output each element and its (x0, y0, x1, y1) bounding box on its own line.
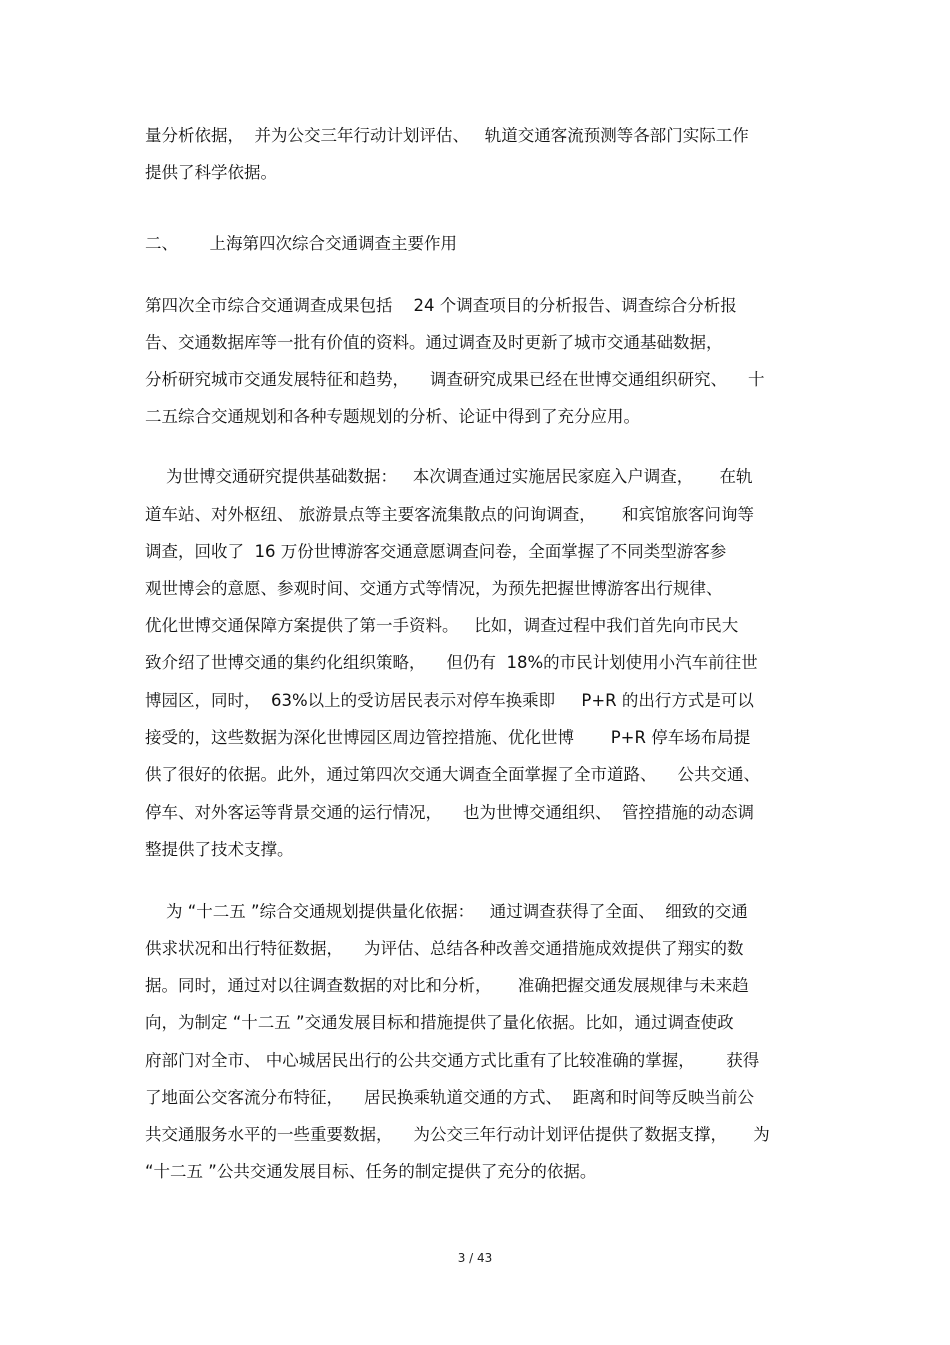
paragraph-3-line-2: 道车站、对外枢纽、 旅游景点等主要客流集散点的问询调查， 和宾馆旅客问询等 (145, 505, 754, 524)
paragraph-3-line-7: 博园区，同时， 63%以上的受访居民表示对停车换乘即 P+R 的出行方式是可以 (145, 691, 754, 710)
paragraph-2-line-2: 告、交通数据库等一批有价值的资料。通过调查及时更新了城市交通基础数据， (145, 333, 723, 352)
page-number: 3 / 43 (457, 1251, 493, 1265)
section-heading: 二、 上海第四次综合交通调查主要作用 (145, 234, 457, 253)
paragraph-3-line-4: 观世博会的意愿、参观时间、交通方式等情况，为预先把握世博游客出行规律、 (145, 579, 723, 598)
paragraph-4-line-8: “十二五 ”公共交通发展目标、任务的制定提供了充分的依据。 (145, 1162, 597, 1181)
paragraph-3-line-11: 整提供了技术支撑。 (145, 840, 294, 859)
paragraph-3-line-5: 优化世博交通保障方案提供了第一手资料。 比如，调查过程中我们首先向市民大 (145, 616, 739, 635)
paragraph-3-line-10: 停车、对外客运等背景交通的运行情况， 也为世博交通组织、 管控措施的动态调 (145, 803, 754, 822)
paragraph-4-line-2: 供求状况和出行特征数据， 为评估、总结各种改善交通措施成效提供了翔实的数 (145, 939, 744, 958)
paragraph-3-line-6: 致介绍了世博交通的集约化组织策略， 但仍有 18%的市民计划使用小汽车前往世 (145, 653, 758, 672)
paragraph-4-line-4: 向，为制定 “十二五 ”交通发展目标和措施提供了量化依据。比如，通过调查使政 (145, 1013, 734, 1032)
paragraph-4-line-3: 据。同时，通过对以往调查数据的对比和分析， 准确把握交通发展规律与未来趋 (145, 976, 749, 995)
paragraph-4-line-6: 了地面公交客流分布特征， 居民换乘轨道交通的方式、 距离和时间等反映当前公 (145, 1088, 754, 1107)
paragraph-1-line-1: 量分析依据， 并为公交三年行动计划评估、 轨道交通客流预测等各部门实际工作 (145, 126, 749, 145)
paragraph-1-line-2: 提供了科学依据。 (145, 163, 277, 182)
paragraph-3-line-3: 调查，回收了 16 万份世博游客交通意愿调查问卷，全面掌握了不同类型游客参 (145, 542, 727, 561)
paragraph-3-line-8: 接受的，这些数据为深化世博园区周边管控措施、优化世博 P+R 停车场布局提 (145, 728, 751, 747)
paragraph-3-line-1: 为世博交通研究提供基础数据： 本次调查通过实施居民家庭入户调查， 在轨 (145, 467, 753, 486)
paragraph-2-line-1: 第四次全市综合交通调查成果包括 24 个调查项目的分析报告、调查综合分析报 (145, 296, 737, 315)
paragraph-2-line-3: 分析研究城市交通发展特征和趋势， 调查研究成果已经在世博交通组织研究、 十 (145, 370, 765, 389)
paragraph-2-line-4: 二五综合交通规划和各种专题规划的分析、论证中得到了充分应用。 (145, 407, 640, 426)
paragraph-4-line-1: 为 “十二五 ”综合交通规划提供量化依据： 通过调查获得了全面、 细致的交通 (145, 902, 748, 921)
paragraph-4-line-5: 府部门对全市、 中心城居民出行的公共交通方式比重有了比较准确的掌握， 获得 (145, 1051, 760, 1070)
paragraph-3-line-9: 供了很好的依据。此外，通过第四次交通大调查全面掌握了全市道路、 公共交通、 (145, 765, 760, 784)
paragraph-4-line-7: 共交通服务水平的一些重要数据， 为公交三年行动计划评估提供了数据支撑， 为 (145, 1125, 770, 1144)
